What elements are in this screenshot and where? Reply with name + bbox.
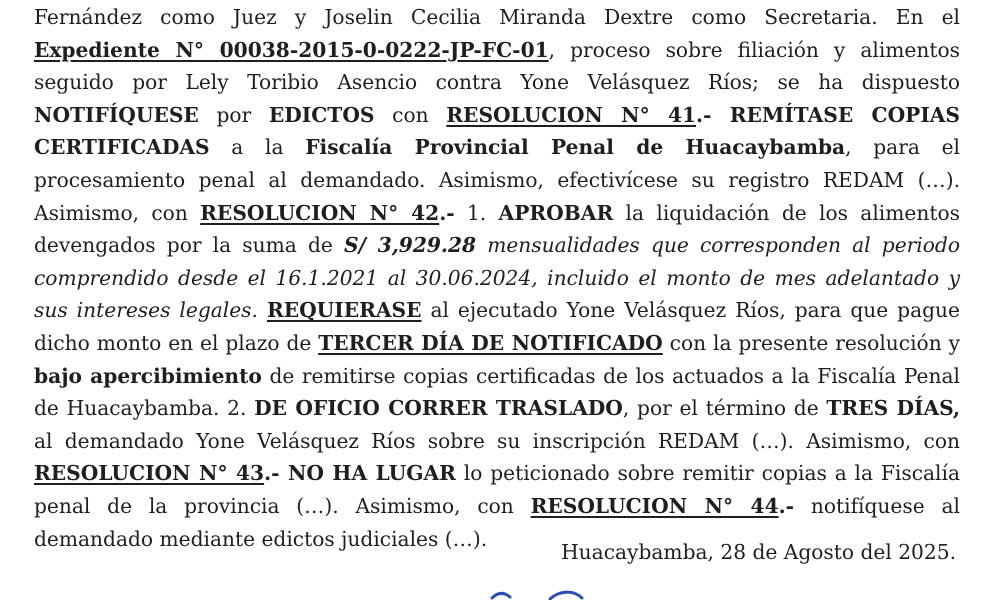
text-run: .- REMÍTASE COPIAS CERTIFICADAS <box>34 102 961 160</box>
text-run: al demandado Yone Velásquez Ríos sobre su inscripción REDAM (…). Asimismo, con <box>34 428 960 453</box>
text-run: NOTIFÍQUESE <box>34 102 199 127</box>
text-run: a la <box>209 135 306 160</box>
text-run: RESOLUCION N° 41 <box>446 102 697 127</box>
text-run: RESOLUCION N° 44 <box>530 493 779 518</box>
text-run: por <box>198 102 269 127</box>
text-run: Fiscalía Provincial Penal de Huacaybamba <box>305 135 846 160</box>
text-run: con la presente resolución y <box>662 330 960 355</box>
place-and-date: Huacaybamba, 28 de Agosto del 2025. <box>561 540 956 564</box>
text-run: , por el término de <box>622 396 827 421</box>
text-run: , proceso sobre filiación y alimentos seguido por Lely Toribio Asencio contra Yone Velásquez Ríos; se ha dispuesto <box>34 37 960 95</box>
text-run: de remitirse copias certificadas de los actuados a la Fiscalía Penal de Huacaybamba. 2. <box>34 363 960 421</box>
text-run: con <box>374 102 447 127</box>
signature-ink-fragment <box>490 586 610 600</box>
text-run: .- NO HA LUGAR <box>264 461 456 486</box>
text-run: Expediente N° 00038-2015-0-0222-JP-FC-01 <box>34 37 549 62</box>
text-run: mensualidades que corresponden al periodo comprendido desde el 16.1.2021 al 30.06.2024, incluido el monto de mes adelantado y sus intereses legales. <box>34 233 960 323</box>
text-run: lo peticionado sobre remitir copias a la Fiscalía penal de la provincia (…). Asimismo, con <box>34 461 960 518</box>
text-run: .- <box>778 493 795 518</box>
text-run: TERCER DÍA DE NOTIFICADO <box>318 330 663 355</box>
text-run: la liquidación de los alimentos devengados por la suma de <box>34 200 960 258</box>
text-run: , para el procesamiento penal al demandado. Asimismo, efectivícese su registro REDAM (…). Asimismo, con <box>34 135 960 225</box>
text-run: APROBAR <box>498 200 614 225</box>
text-run: al ejecutado Yone Velásquez Ríos, para que pague dicho monto en el plazo de <box>34 298 960 355</box>
text-run: RESOLUCION N° 43 <box>34 461 265 486</box>
text-run: bajo apercibimiento <box>34 363 262 388</box>
text-run: TRES DÍAS, <box>826 396 961 421</box>
text-run: DE OFICIO CORRER TRASLADO <box>254 396 623 421</box>
text-run: REQUIERASE <box>266 298 422 323</box>
edict-body-paragraph <box>34 1 960 555</box>
text-run: 1. <box>454 200 499 225</box>
text-run: notifíquese al demandado mediante edictos judiciales (…). <box>34 493 960 551</box>
text-run: Fernández como Juez y Joselin Cecilia Miranda Dextre como Secretaria. En el <box>34 5 960 29</box>
text-run <box>476 233 487 257</box>
text-run: S/ 3,929.28 <box>344 233 477 258</box>
text-run <box>258 298 267 322</box>
text-run: .- <box>439 200 455 225</box>
text-run: RESOLUCION N° 42 <box>200 200 440 225</box>
text-run: EDICTOS <box>268 102 375 127</box>
